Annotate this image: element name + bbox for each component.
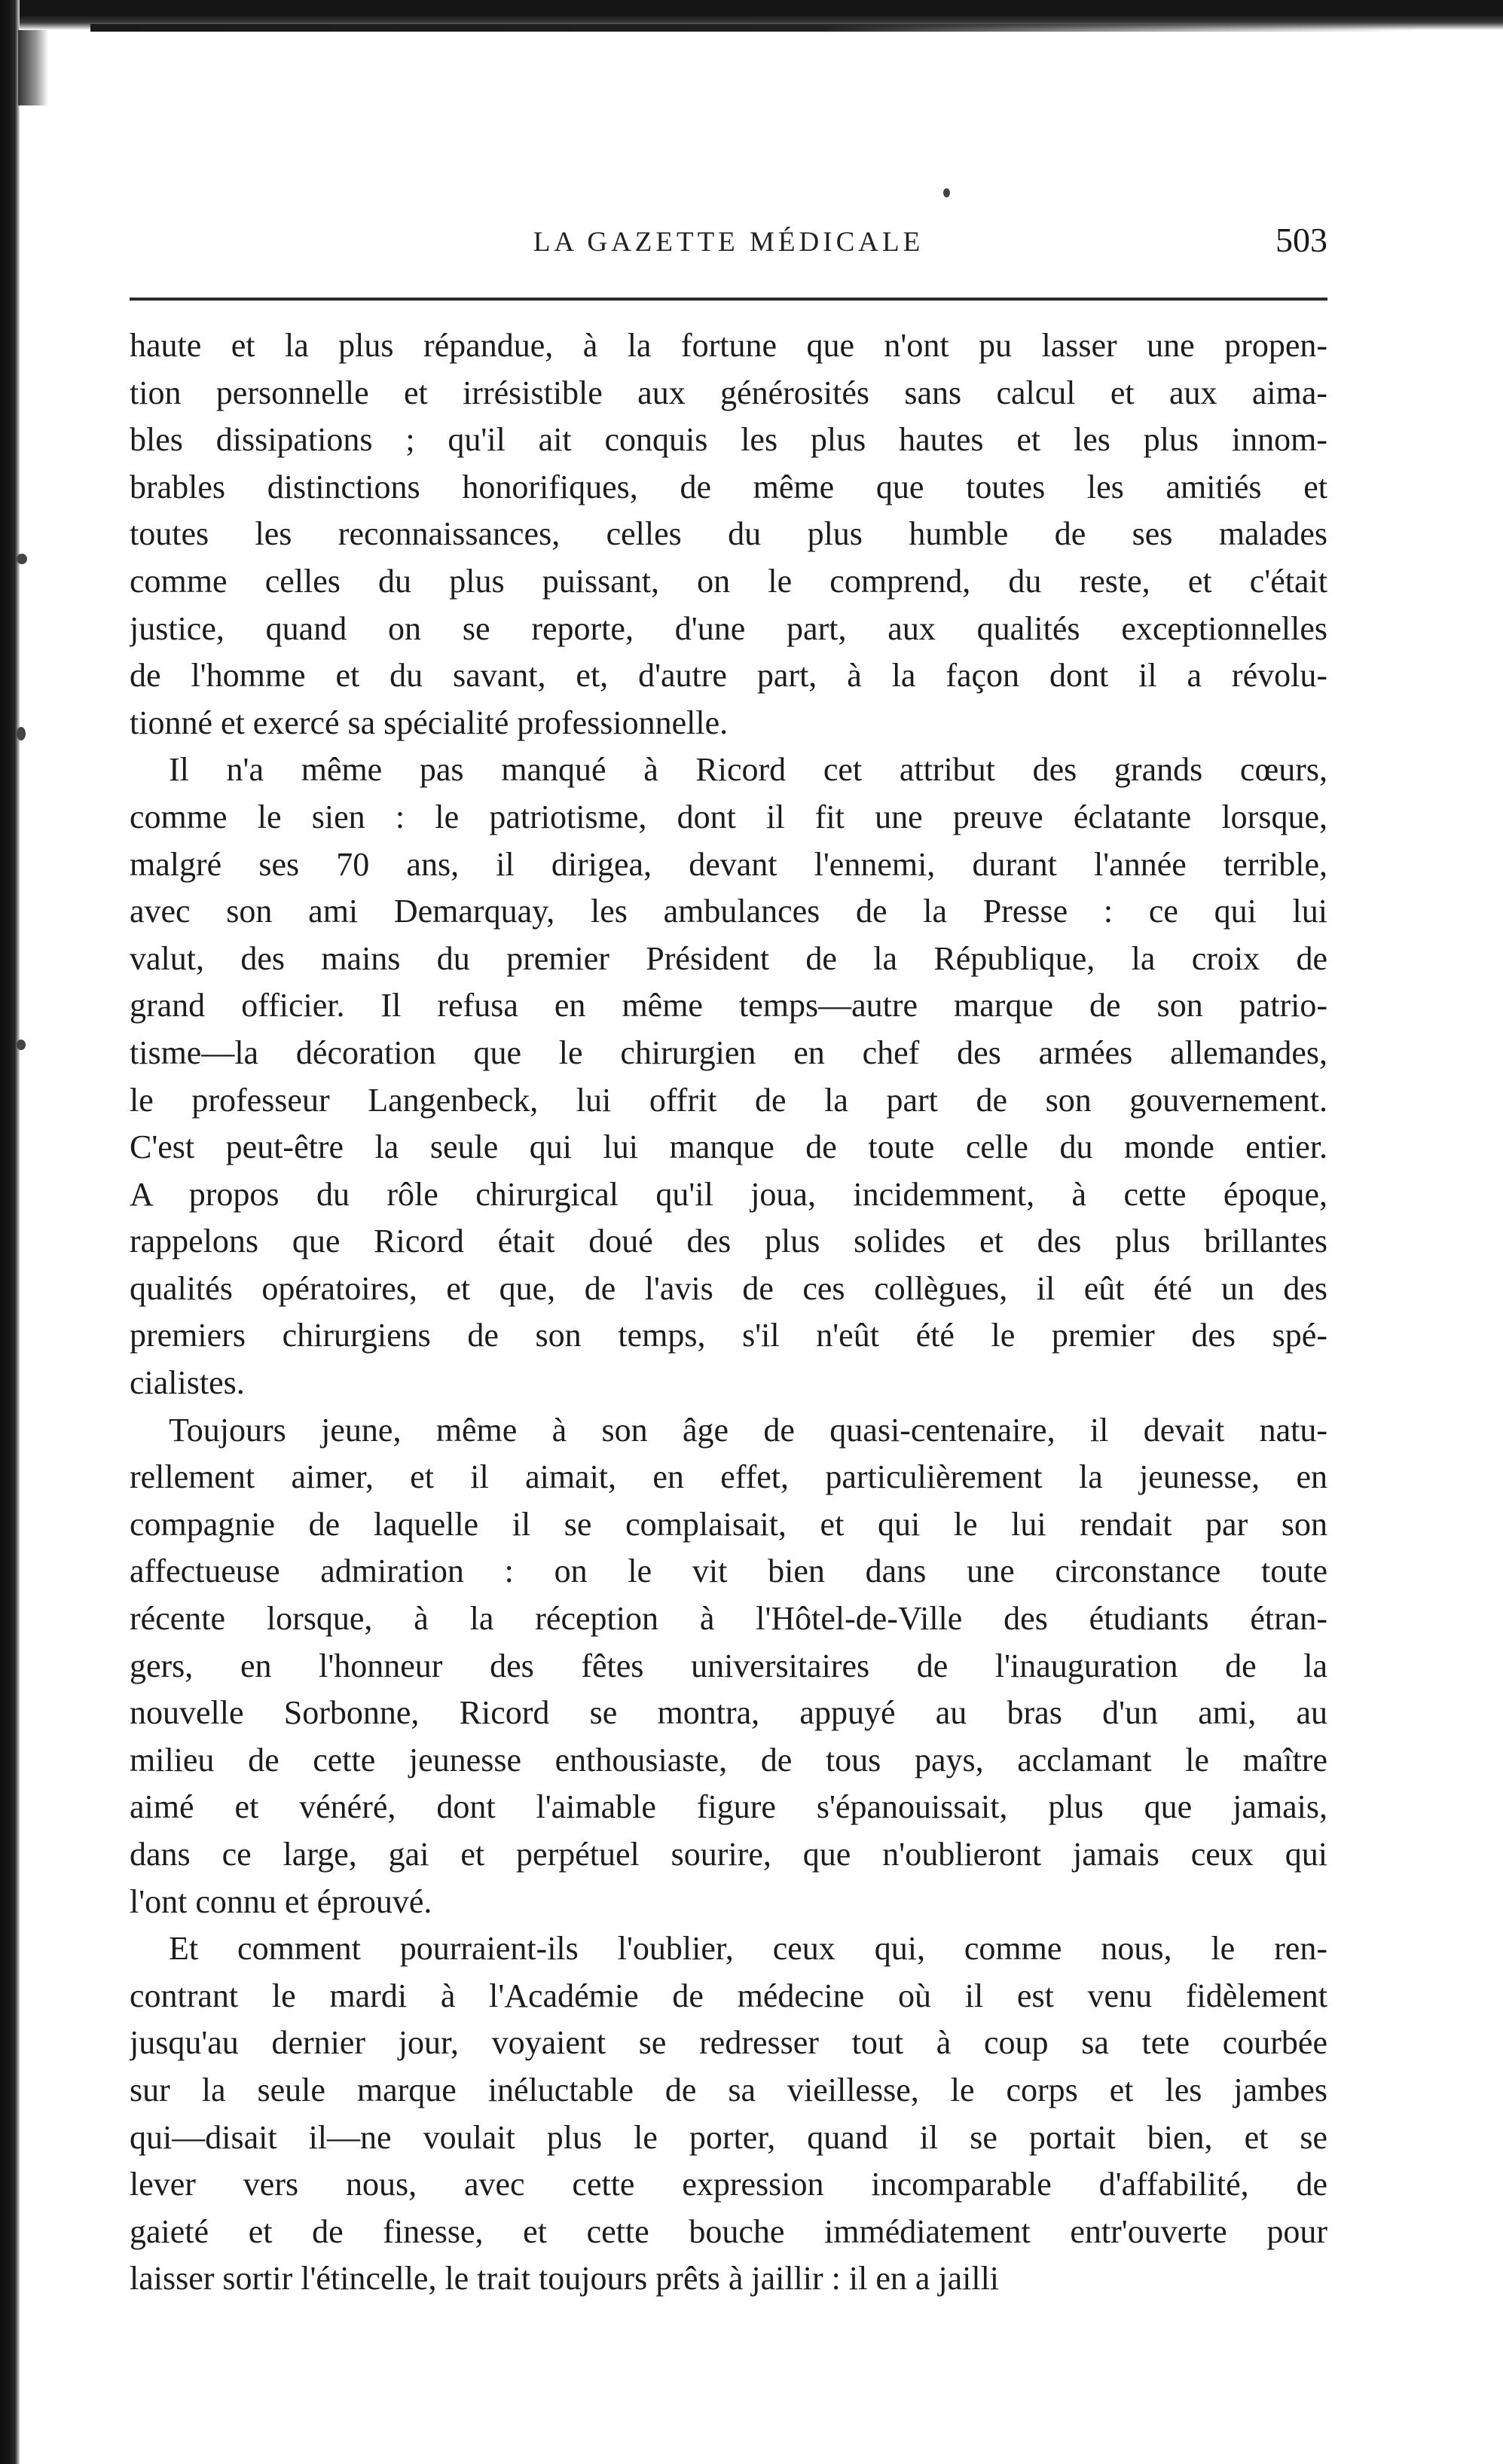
text-line: tionné et exercé sa spécialité professionnelle.	[130, 704, 729, 741]
text-line: aimé et vénéré, dont l'aimable figure s'épanouissait, plus que jamais,	[130, 1788, 1327, 1826]
text-line: qualités opératoires, et que, de l'avis de ces collègues, il eût été un des	[130, 1269, 1327, 1307]
scan-left-notch	[18, 30, 48, 105]
text-line: milieu de cette jeunesse enthousiaste, de tous pays, acclamant le maître	[130, 1741, 1327, 1779]
text-line: valut, des mains du premier Président de la République, la croix de	[130, 939, 1327, 977]
text-line: lever vers nous, avec cette expression incomparable d'affabilité, de	[130, 2166, 1327, 2203]
scan-speck	[943, 188, 950, 197]
scan-top-streak	[90, 24, 1416, 32]
scan-speck	[17, 554, 27, 564]
text-line: cialistes.	[130, 1364, 245, 1402]
text-line: rellement aimer, et il aimait, en effet, particulièrement la jeunesse, en	[130, 1458, 1327, 1496]
paragraph	[130, 747, 1327, 1406]
text-line: qui—disait il—ne voulait plus le porter, quand il se portait bien, et se	[130, 2118, 1327, 2156]
text-line: récente lorsque, à la réception à l'Hôtel-de-Ville des étudiants étran-	[130, 1600, 1327, 1638]
text-line: Il n'a même pas manqué à Ricord cet attribut des grands cœurs,	[169, 751, 1327, 789]
running-head	[130, 217, 1327, 270]
text-line: gers, en l'honneur des fêtes universitaires de l'inauguration de la	[130, 1647, 1327, 1684]
paragraph	[130, 322, 1327, 747]
text-line: laisser sortir l'étincelle, le trait toujours prêts à jaillir : il en a jailli	[130, 2260, 1000, 2298]
text-line: affectueuse admiration : on le vit bien dans une circonstance toute	[130, 1553, 1327, 1590]
body-text	[130, 322, 1327, 2303]
text-line: comme celles du plus puissant, on le comprend, du reste, et c'était	[130, 562, 1327, 600]
text-line: brables distinctions honorifiques, de même que toutes les amitiés et	[130, 468, 1327, 505]
text-line: tisme—la décoration que le chirurgien en chef des armées allemandes,	[130, 1034, 1327, 1071]
header-rule	[130, 298, 1327, 301]
scan-left-edge	[0, 0, 20, 2464]
text-line: grand officier. Il refusa en même temps—autre marque de son patrio-	[130, 987, 1327, 1024]
text-line: rappelons que Ricord était doué des plus solides et des plus brillantes	[130, 1223, 1327, 1260]
text-line: avec son ami Demarquay, les ambulances de la Presse : ce qui lui	[130, 893, 1327, 930]
text-line: bles dissipations ; qu'il ait conquis les plus hautes et les plus innom-	[130, 421, 1327, 459]
text-line: malgré ses 70 ans, il dirigea, devant l'ennemi, durant l'année terrible,	[130, 845, 1327, 883]
text-line: le professeur Langenbeck, lui offrit de la part de son gouvernement.	[130, 1081, 1327, 1119]
text-line: dans ce large, gai et perpétuel sourire, que n'oublieront jamais ceux qui	[130, 1836, 1327, 1873]
text-line: A propos du rôle chirurgical qu'il joua, incidemment, à cette époque,	[130, 1175, 1327, 1213]
text-line: gaieté et de finesse, et cette bouche immédiatement entr'ouverte pour	[130, 2212, 1327, 2250]
text-line: C'est peut-être la seule qui lui manque de toute celle du monde entier.	[130, 1128, 1327, 1166]
text-line: l'ont connu et éprouvé.	[130, 1882, 432, 1920]
scan-speck	[17, 727, 26, 740]
text-line: justice, quand on se reporte, d'une part, aux qualités exceptionnelles	[130, 609, 1327, 647]
text-line: haute et la plus répandue, à la fortune que n'ont pu lasser une propen-	[130, 327, 1327, 364]
text-line: Et comment pourraient-ils l'oublier, ceux qui, comme nous, le ren-	[169, 1930, 1327, 1968]
text-line: contrant le mardi à l'Académie de médecine où il est venu fidèlement	[130, 1977, 1327, 2014]
text-line: sur la seule marque inéluctable de sa vieillesse, le corps et les jambes	[130, 2071, 1327, 2108]
paragraph	[130, 1407, 1327, 1926]
text-line: jusqu'au dernier jour, voyaient se redresser tout à coup sa tete courbée	[130, 2024, 1327, 2062]
page-number: 503	[1275, 221, 1327, 259]
scan-speck	[17, 1040, 26, 1050]
text-line: premiers chirurgiens de son temps, s'il n'eût été le premier des spé-	[130, 1317, 1327, 1354]
text-line: compagnie de laquelle il se complaisait, et qui le lui rendait par son	[130, 1505, 1327, 1543]
text-line: nouvelle Sorbonne, Ricord se montra, appuyé au bras d'un ami, au	[130, 1694, 1327, 1732]
text-line: Toujours jeune, même à son âge de quasi-centenaire, il devait natu-	[169, 1411, 1327, 1449]
running-title: LA GAZETTE MÉDICALE	[533, 227, 924, 258]
text-line: toutes les reconnaissances, celles du plus humble de ses malades	[130, 515, 1327, 553]
text-line: tion personnelle et irrésistible aux générosités sans calcul et aux aima-	[130, 374, 1327, 411]
text-line: comme le sien : le patriotisme, dont il fit une preuve éclatante lorsque,	[130, 798, 1327, 835]
paragraph	[130, 1925, 1327, 2303]
text-line: de l'homme et du savant, et, d'autre part, à la façon dont il a révolu-	[130, 657, 1327, 695]
